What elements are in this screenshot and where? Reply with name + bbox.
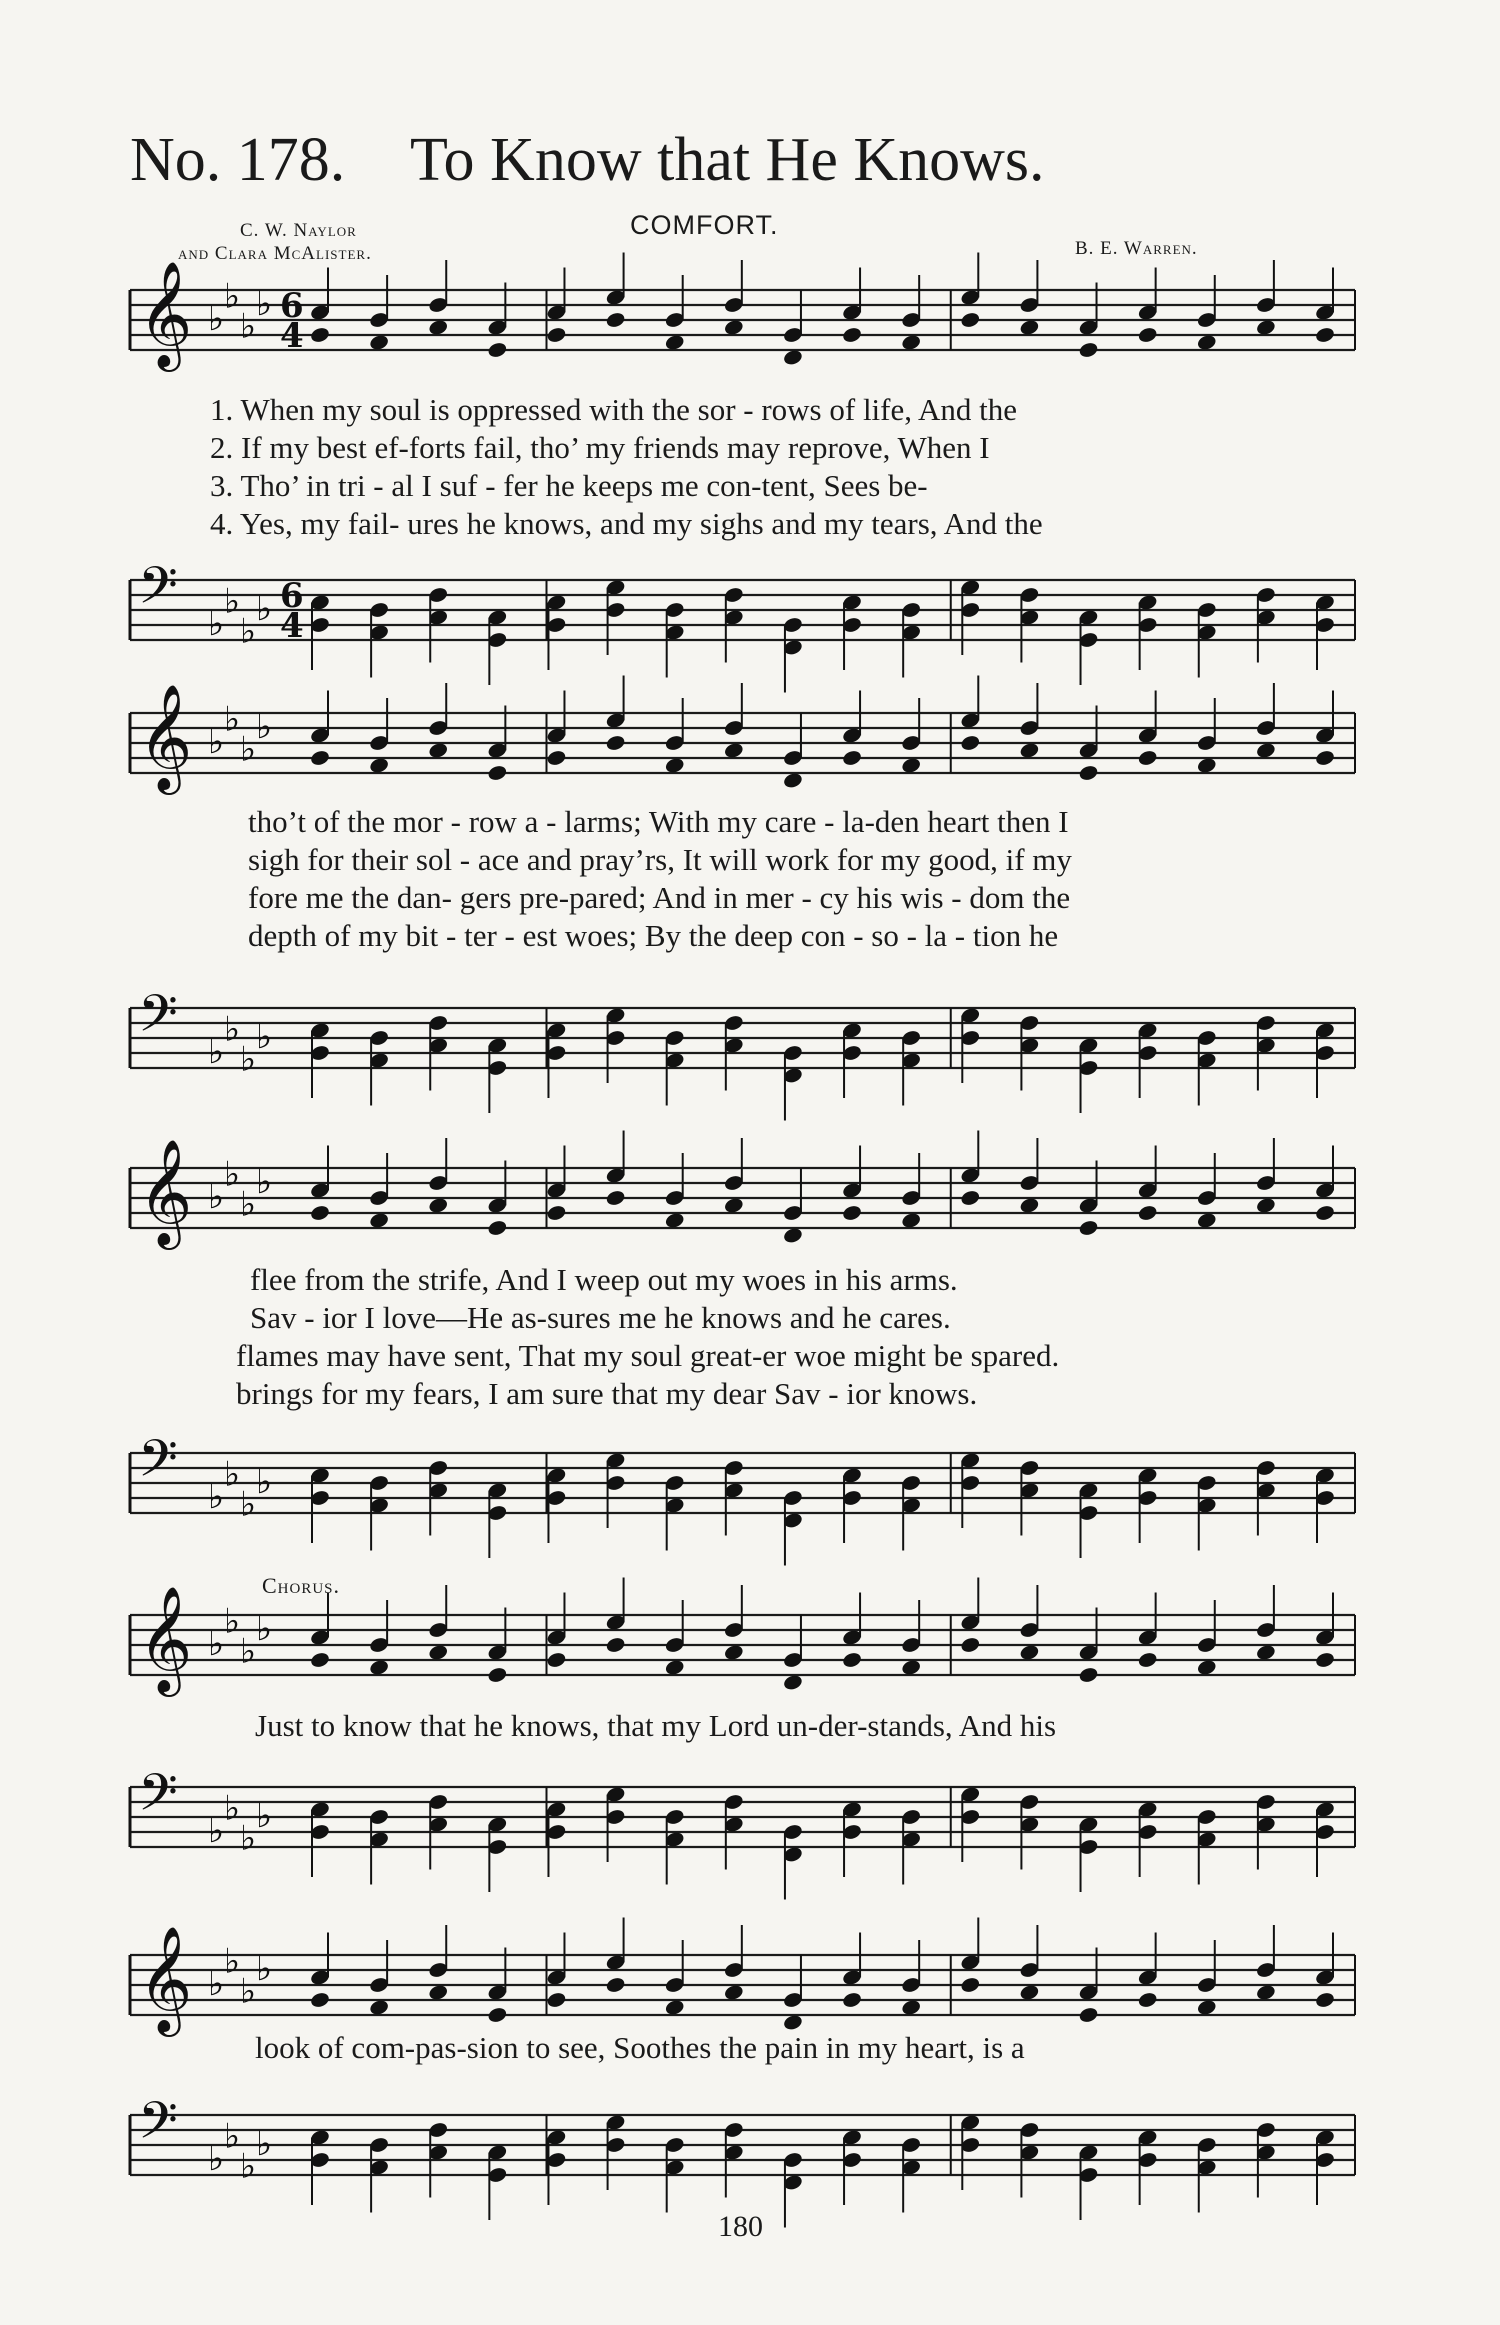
flat-icon: ♭ [208, 1177, 225, 1217]
flat-icon: ♭ [240, 729, 257, 770]
flat-icon: ♭ [256, 1462, 273, 1502]
bass-staff-2 [130, 958, 1355, 1118]
flat-icon: ♭ [256, 1949, 273, 1989]
note-head-icon [1137, 749, 1158, 767]
note-head-icon [487, 341, 508, 359]
note-head-icon [841, 1204, 862, 1222]
treble-staff-2 [130, 663, 1355, 823]
note-head-icon [309, 326, 330, 344]
note-head-icon [960, 1976, 981, 1994]
treble-clef-icon: 𝄞 [138, 1925, 193, 2033]
verse-3-line-3: flames may have sent, That my soul great-er woe might be spared. [236, 1338, 1060, 1373]
note-head-icon [1137, 326, 1158, 344]
note-head-icon [841, 326, 862, 344]
flat-icon: ♭ [208, 299, 225, 339]
note-head-icon [1078, 1666, 1099, 1684]
verse-1-line-3: flee from the strife, And I weep out my woes in his arms. [250, 1262, 958, 1297]
bass-staff-4 [130, 1737, 1355, 1897]
flat-icon: ♭ [224, 1941, 241, 1982]
flat-icon: ♭ [256, 1162, 273, 1202]
note-head-icon [1314, 1204, 1335, 1222]
note-head-icon [1078, 1219, 1099, 1237]
note-head-icon [487, 764, 508, 782]
flat-icon: ♭ [224, 276, 241, 317]
flat-icon: ♭ [256, 1609, 273, 1649]
treble-clef-icon: 𝄞 [138, 1138, 193, 1246]
hymn-title: To Know that He Knows. [410, 126, 1045, 194]
note-head-icon [841, 1991, 862, 2009]
note-head-icon [546, 1991, 567, 2009]
flat-icon: ♭ [240, 611, 257, 652]
note-head-icon [1078, 341, 1099, 359]
treble-clef-icon: 𝄞 [138, 1585, 193, 1693]
flat-icon: ♭ [240, 1971, 257, 2012]
note-head-icon [960, 1636, 981, 1654]
note-head-icon [1137, 1651, 1158, 1669]
hymn-number: No. 178. [130, 126, 346, 194]
verse-2-line-2: sigh for their sol - ace and pray’rs, It will work for my good, if my [248, 842, 1072, 877]
flat-icon: ♭ [224, 1154, 241, 1195]
note-head-icon [960, 1189, 981, 1207]
flat-icon: ♭ [208, 604, 225, 644]
flat-icon: ♭ [240, 1039, 257, 1080]
note-head-icon [546, 749, 567, 767]
note-head-icon [487, 1219, 508, 1237]
note-head-icon [605, 1976, 626, 1994]
note-head-icon [1314, 1651, 1335, 1669]
flat-icon: ♭ [240, 1631, 257, 1672]
page-number: 180 [718, 2210, 763, 2243]
flat-icon: ♭ [208, 1964, 225, 2004]
flat-icon: ♭ [224, 1601, 241, 1642]
time-signature-bottom: 4 [280, 606, 304, 646]
flat-icon: ♭ [256, 707, 273, 747]
flat-icon: ♭ [208, 1811, 225, 1851]
flat-icon: ♭ [240, 1184, 257, 1225]
note-head-icon [309, 1204, 330, 1222]
note-head-icon [605, 1636, 626, 1654]
flat-icon: ♭ [256, 589, 273, 629]
note-head-icon [841, 749, 862, 767]
note-head-icon [1078, 2006, 1099, 2024]
composer-credit: B. E. Warren. [1075, 238, 1198, 259]
time-signature-bottom: 4 [280, 316, 304, 356]
verse-4-line-2: depth of my bit - ter - est woes; By the deep con - so - la - tion he [248, 918, 1059, 953]
flat-icon: ♭ [208, 2139, 225, 2179]
chorus-label: Chorus. [262, 1573, 341, 1598]
flat-icon: ♭ [256, 2124, 273, 2164]
flat-icon: ♭ [224, 1788, 241, 1829]
chorus-line-2: look of com-pas-sion to see, Soothes the pain in my heart, is a [255, 2030, 1025, 2065]
bass-clef-icon: 𝄢 [138, 2090, 178, 2163]
flat-icon: ♭ [256, 1017, 273, 1057]
note-head-icon [1137, 1991, 1158, 2009]
flat-icon: ♭ [224, 699, 241, 740]
treble-clef-icon: 𝄞 [138, 683, 193, 791]
treble-clef-icon: 𝄞 [138, 260, 193, 368]
verse-3-line-2: fore me the dan- gers pre-pared; And in mer - cy his wis - dom the [248, 880, 1071, 915]
note-head-icon [1314, 749, 1335, 767]
bass-clef-icon: 𝄢 [138, 1762, 178, 1835]
verse-1-line-1: 1. When my soul is oppressed with the sor - rows of life, And the [210, 392, 1018, 427]
flat-icon: ♭ [240, 1484, 257, 1525]
flat-icon: ♭ [208, 722, 225, 762]
note-head-icon [605, 1189, 626, 1207]
note-head-icon [605, 734, 626, 752]
note-head-icon [309, 1991, 330, 2009]
note-head-icon [605, 311, 626, 329]
bass-staff-5 [130, 2065, 1355, 2225]
flat-icon: ♭ [240, 306, 257, 347]
note-head-icon [309, 1651, 330, 1669]
verse-3-line-1: 3. Tho’ in tri - al I suf - fer he keeps me con-tent, Sees be- [210, 468, 928, 503]
flat-icon: ♭ [256, 1796, 273, 1836]
flat-icon: ♭ [224, 581, 241, 622]
note-head-icon [309, 749, 330, 767]
note-head-icon [1314, 326, 1335, 344]
bass-clef-icon: 𝄢 [138, 983, 178, 1056]
bass-clef-icon: 𝄢 [138, 1428, 178, 1501]
lyricist-credit-line1: C. W. Naylor [240, 220, 357, 241]
bass-staff-3 [130, 1403, 1355, 1563]
verse-1-line-2: tho’t of the mor - row a - larms; With my care - la-den heart then I [248, 804, 1069, 839]
note-head-icon [546, 1204, 567, 1222]
note-head-icon [546, 1651, 567, 1669]
flat-icon: ♭ [208, 1032, 225, 1072]
tune-name: COMFORT. [630, 210, 779, 240]
flat-icon: ♭ [208, 1624, 225, 1664]
note-head-icon [546, 326, 567, 344]
note-head-icon [1137, 1204, 1158, 1222]
note-head-icon [487, 2006, 508, 2024]
lyricist-credit-line2: and Clara McAlister. [178, 243, 372, 264]
verse-2-line-3: Sav - ior I love—He as-sures me he knows and he cares. [250, 1300, 951, 1335]
note-head-icon [960, 311, 981, 329]
flat-icon: ♭ [240, 1818, 257, 1859]
treble-staff-3 [130, 1118, 1355, 1278]
verse-4-line-1: 4. Yes, my fail- ures he knows, and my sighs and my tears, And the [210, 506, 1043, 541]
flat-icon: ♭ [240, 2146, 257, 2187]
verse-4-line-3: brings for my fears, I am sure that my dear Sav - ior knows. [236, 1376, 978, 1411]
flat-icon: ♭ [256, 284, 273, 324]
note-head-icon [487, 1666, 508, 1684]
note-head-icon [960, 734, 981, 752]
chorus-line-1: Just to know that he knows, that my Lord un-der-stands, And his [255, 1708, 1057, 1743]
treble-staff-1 [130, 240, 1355, 400]
note-head-icon [1314, 1991, 1335, 2009]
bass-clef-icon: 𝄢 [138, 555, 178, 628]
flat-icon: ♭ [208, 1477, 225, 1517]
flat-icon: ♭ [224, 2116, 241, 2157]
verse-2-line-1: 2. If my best ef-forts fail, tho’ my friends may reprove, When I [210, 430, 990, 465]
time-signature-top: 6 [280, 576, 304, 616]
flat-icon: ♭ [224, 1454, 241, 1495]
note-head-icon [1078, 764, 1099, 782]
note-head-icon [841, 1651, 862, 1669]
hymn-heading [130, 125, 1045, 196]
time-signature-top: 6 [280, 286, 304, 326]
flat-icon: ♭ [224, 1009, 241, 1050]
